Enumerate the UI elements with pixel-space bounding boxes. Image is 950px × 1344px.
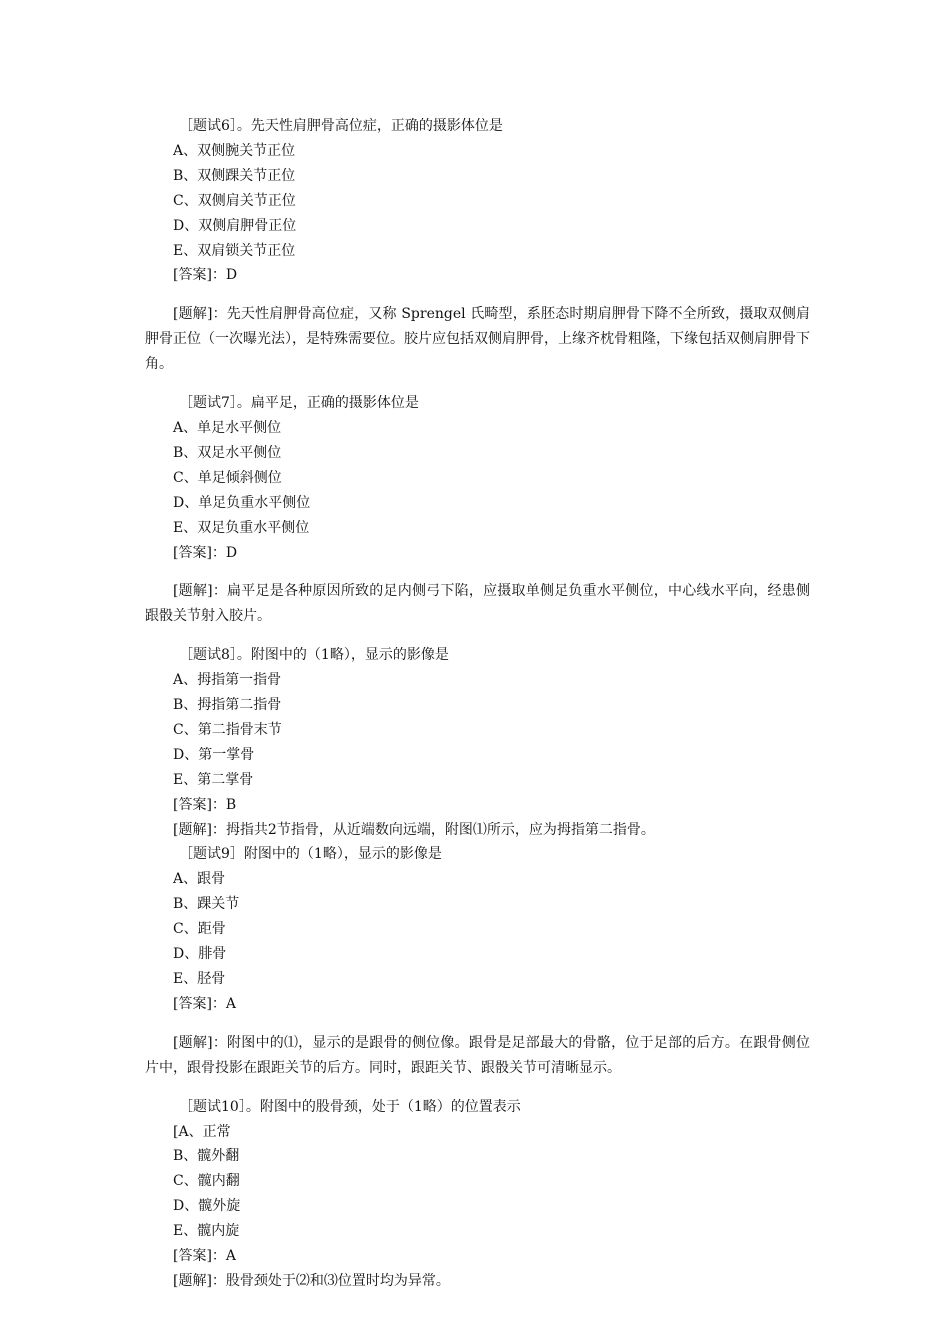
option-d: D、髋外旋 bbox=[173, 1198, 241, 1215]
option-b: B、双侧踝关节正位 bbox=[173, 167, 296, 184]
option-b: B、双足水平侧位 bbox=[173, 444, 282, 461]
option-a: [A、正常 bbox=[173, 1123, 231, 1140]
option-b: B、拇指第二指骨 bbox=[173, 697, 282, 714]
answer: [答案]：B bbox=[173, 796, 237, 813]
explanation: [题解]：先天性肩胛骨高位症，又称 Sprengel 氏畸型，系胚态时期肩胛骨下降不全所致，摄取双侧肩胛骨正位（一次曝光法），是特殊需要位。胶片应包括双侧肩胛骨，上缘齐枕骨粗隆，下缘包括双侧肩胛骨下角。 bbox=[145, 306, 810, 373]
explanation: [题解]：扁平足是各种原因所致的足内侧弓下陷，应摄取单侧足负重水平侧位，中心线水平向，经患侧跟骰关节射入胶片。 bbox=[145, 583, 810, 625]
question-stem: ［题试9］附图中的（1略），显示的影像是 bbox=[179, 846, 442, 863]
option-e: E、第二掌骨 bbox=[173, 771, 254, 788]
option-d: D、双侧肩胛骨正位 bbox=[173, 217, 297, 234]
answer: [答案]：A bbox=[173, 995, 237, 1012]
option-b: B、踝关节 bbox=[173, 896, 240, 913]
option-d: D、腓骨 bbox=[173, 946, 227, 963]
option-b: B、髋外翻 bbox=[173, 1148, 240, 1165]
option-a: A、单足水平侧位 bbox=[173, 419, 282, 436]
option-c: C、双侧肩关节正位 bbox=[173, 192, 296, 209]
answer: [答案]：D bbox=[173, 544, 238, 561]
option-e: E、胫骨 bbox=[173, 971, 226, 987]
answer: [答案]：D bbox=[173, 267, 238, 284]
question-block-6 bbox=[145, 114, 810, 377]
option-a: A、双侧腕关节正位 bbox=[173, 142, 296, 159]
question-stem: ［题试8］。附图中的（1略），显示的影像是 bbox=[179, 647, 449, 664]
document-page bbox=[145, 114, 810, 1294]
question-block-10 bbox=[145, 1095, 810, 1294]
explanation: [题解]：股骨颈处于⑵和⑶位置时均为异常。 bbox=[173, 1272, 450, 1289]
option-d: D、单足负重水平侧位 bbox=[173, 494, 311, 511]
question-stem: ［题试7］。扁平足，正确的摄影体位是 bbox=[179, 395, 419, 412]
question-block-7 bbox=[145, 391, 810, 629]
option-d: D、第一掌骨 bbox=[173, 746, 255, 763]
explanation: [题解]：拇指共2节指骨，从近端数向远端，附图⑴所示，应为拇指第二指骨。 bbox=[173, 821, 655, 838]
question-block-9 bbox=[145, 842, 810, 1080]
option-c: C、距骨 bbox=[173, 921, 226, 938]
option-e: E、双足负重水平侧位 bbox=[173, 519, 310, 536]
question-stem: ［题试6］。先天性肩胛骨高位症，正确的摄影体位是 bbox=[179, 118, 503, 134]
option-c: C、单足倾斜侧位 bbox=[173, 469, 282, 486]
option-a: A、拇指第一指骨 bbox=[173, 672, 282, 689]
option-e: E、髋内旋 bbox=[173, 1223, 240, 1240]
option-a: A、跟骨 bbox=[173, 871, 226, 888]
option-e: E、双肩锁关节正位 bbox=[173, 242, 296, 259]
option-c: C、第二指骨末节 bbox=[173, 721, 282, 738]
question-stem: ［题试10］。附图中的股骨颈，处于（1略）的位置表示 bbox=[179, 1098, 521, 1115]
option-c: C、髋内翻 bbox=[173, 1173, 240, 1190]
answer: [答案]：A bbox=[173, 1248, 237, 1265]
explanation: [题解]：附图中的⑴，显示的是跟骨的侧位像。跟骨是足部最大的骨骼，位于足部的后方。在跟骨侧位片中，跟骨投影在跟距关节的后方。同时，跟距关节、跟骰关节可清晰显示。 bbox=[145, 1034, 810, 1076]
question-block-8 bbox=[145, 643, 810, 842]
